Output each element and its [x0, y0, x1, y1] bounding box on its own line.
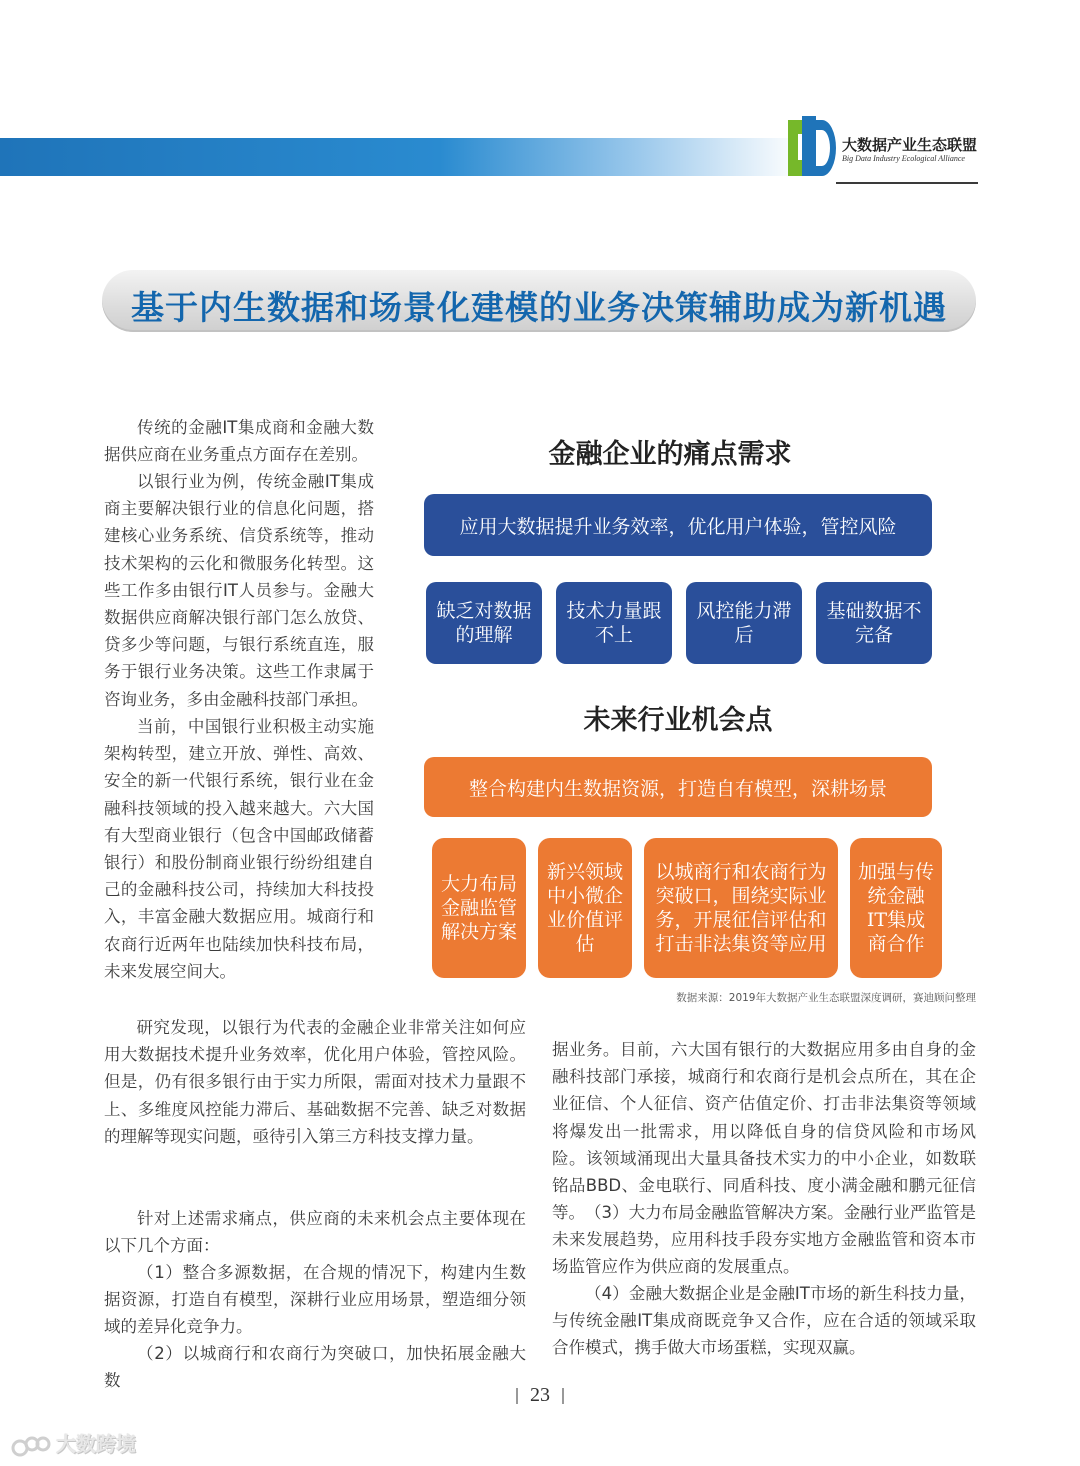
bottom-left-paragraph-1-text: 研究发现，以银行为代表的金融企业非常关注如何应用大数据技术提升业务效率，优化用户体验，管控风险。但是，仍有很多银行由于实力所限，需面对技术力量跟不上、多维度风控能力滞后、基础数据不完善、缺乏对数据的理解等现实问题，亟待引入第三方科技支撑力量。: [104, 1018, 526, 1146]
left-paragraph-2: 以银行业为例，传统金融IT集成商主要解决银行业的信息化问题，搭建核心业务系统、信贷系统等，推动技术架构的云化和微服务化转型。这些工作多由银行IT人员参与。金融大数据供应商解决银行部门怎么放贷、贷多少等问题，与银行系统直连，服务于银行业务决策。这些工作隶属于咨询业务，多由金融科技部门承担。: [104, 472, 374, 709]
page-number-bar-right: [562, 1388, 564, 1404]
title-banner: [102, 270, 976, 332]
left-paragraph-1: 传统的金融IT集成商和金融大数据供应商在业务重点方面存在差别。: [104, 418, 374, 465]
bottom-right-paragraph-3: （4）金融大数据企业是金融IT市场的新生科技力量，与传统金融IT集成商既竞争又合作，应在合适的领域采取合作模式，携手做大市场蛋糕，实现双赢。: [552, 1284, 976, 1358]
page-number: [0, 1384, 1080, 1407]
opportunity-item-1: 大力布局金融监管解决方案: [432, 838, 526, 978]
opportunity-item-4: 加强与传统金融IT集成商合作: [850, 838, 942, 978]
data-source: 数据来源：2019年大数据产业生态联盟深度调研，赛迪顾问整理: [676, 992, 976, 1004]
watermark-text: 大数跨境: [56, 1432, 136, 1456]
watermark-logo-icon: [10, 1434, 52, 1458]
pain-item-4: 基础数据不完备: [816, 582, 932, 664]
bottom-right-paragraph-2: （3）大力布局金融监管解决方案。金融行业严监管是未来发展趋势，应用科技手段夯实地方金融监管和资本市场监管应作为供应商的发展重点。: [552, 1203, 976, 1277]
bottom-left-paragraph-1: [104, 1014, 526, 1150]
bottom-left-paragraph-3: （1）整合多源数据，在合规的情况下，构建内生数据资源，打造自有模型，深耕行业应用场景，塑造细分领域的差异化竞争力。: [104, 1263, 526, 1337]
pain-points-title: 金融企业的痛点需求: [548, 439, 792, 470]
bottom-left-paragraph-4: （2）以城商行和农商行为突破口，加快拓展金融大数: [104, 1344, 526, 1391]
opportunity-item-2: 新兴领域中小微企业价值评估: [538, 838, 632, 978]
pain-item-3: 风控能力滞后: [686, 582, 802, 664]
page-number-bar-left: [516, 1388, 518, 1404]
opportunity-title: 未来行业机会点: [583, 705, 773, 736]
header-band: [0, 138, 800, 176]
pain-item-2: 技术力量跟不上: [556, 582, 672, 664]
org-name-en: Big Data Industry Ecological Alliance: [842, 154, 965, 163]
header-rule: [836, 182, 978, 184]
alliance-logo: [788, 116, 836, 180]
bottom-left-paragraph-2: 针对上述需求痛点，供应商的未来机会点主要体现在以下几个方面：: [104, 1209, 526, 1256]
page-title: 基于内生数据和场景化建模的业务决策辅助成为新机遇: [131, 288, 947, 327]
bottom-right-paragraph-1: 据业务。目前，六大国有银行的大数据应用多由自身的金融科技部门承接，城商行和农商行是机会点所在，其在企业征信、个人征信、资产估值定价、打击非法集资等领域将爆发出一批需求，用以降低自身的信贷风险和市场风险。该领域涌现出大量具备技术实力的中小企业，如数联铭品BBD、金电联行、同盾科技、度小满金融和鹏元征信等。: [552, 1040, 976, 1223]
opportunity-main-box: 整合构建内生数据资源，打造自有模型，深耕场景: [424, 757, 932, 817]
pain-main-box: 应用大数据提升业务效率，优化用户体验，管控风险: [424, 494, 932, 556]
left-paragraph-3: 当前，中国银行业积极主动实施架构转型，建立开放、弹性、高效、安全的新一代银行系统，银行业在金融科技领域的投入越来越大。六大国有大型商业银行（包含中国邮政储蓄银行）和股份制商业银行纷纷组建自己的金融科技公司，持续加大科技投入，丰富金融大数据应用。城商行和农商行近两年也陆续加快科技布局，未来发展空间大。: [104, 717, 374, 981]
opportunity-item-3: 以城商行和农商行为突破口，围绕实际业务，开展征信评估和打击非法集资等应用: [644, 838, 838, 978]
page-number-text: 23: [530, 1384, 550, 1406]
pain-item-1: 缺乏对数据的理解: [426, 582, 542, 664]
watermark: [10, 1428, 136, 1458]
org-name: 大数据产业生态联盟: [842, 136, 978, 154]
